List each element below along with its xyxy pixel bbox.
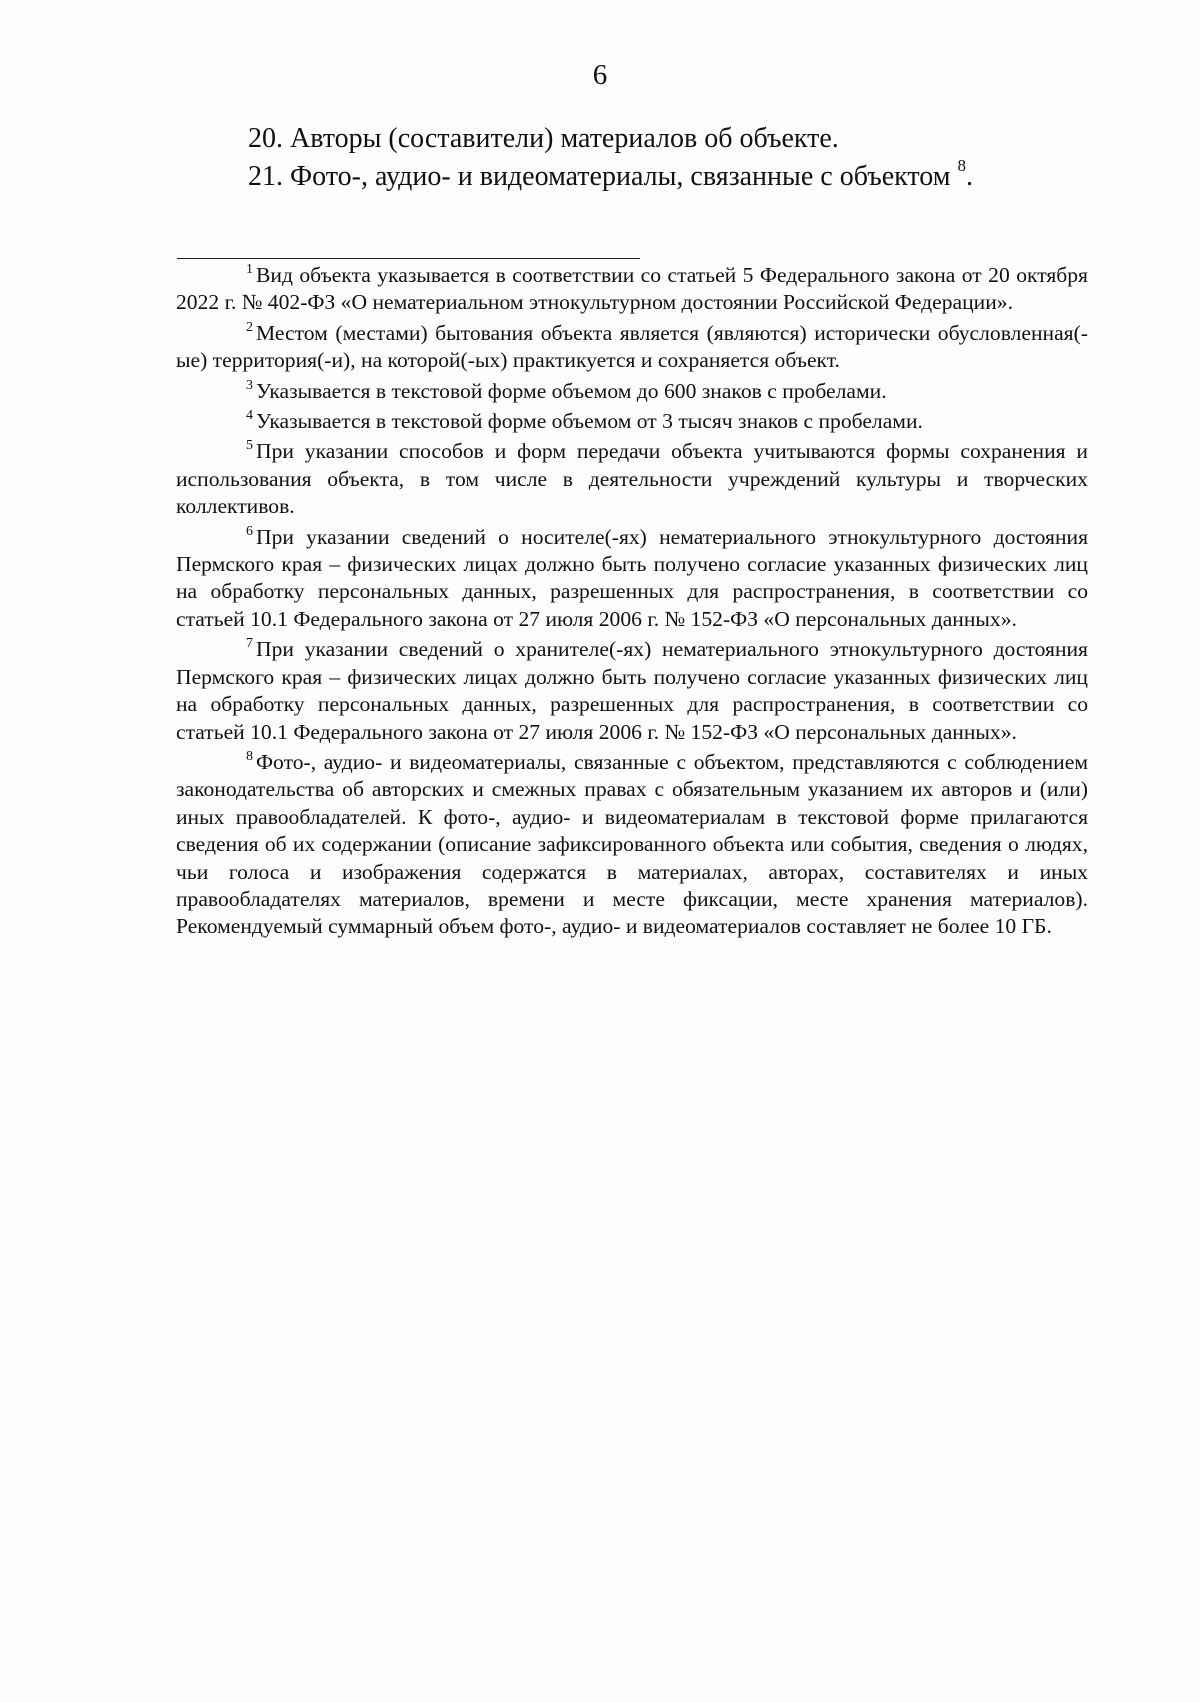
footnote-2 bbox=[176, 320, 1088, 375]
footnote-1 bbox=[176, 262, 1088, 317]
footnote-4 bbox=[176, 408, 1088, 435]
main-item-list bbox=[248, 120, 1088, 196]
main-item-21 bbox=[248, 158, 1088, 196]
footnote-text: Указывается в текстовой форме объемом от 3 тысяч знаков с пробелами. bbox=[256, 409, 923, 434]
footnote-reference: 8 bbox=[957, 156, 966, 175]
footnote-number: 3 bbox=[246, 377, 253, 393]
main-item-text: 20. Авторы (составители) материалов об объекте. bbox=[248, 123, 839, 154]
main-item-text: 21. Фото-, аудио- и видеоматериалы, связанные с объектом bbox=[248, 161, 958, 192]
footnote-number: 8 bbox=[246, 748, 253, 764]
footnote-5 bbox=[176, 438, 1088, 520]
footnote-text: При указании сведений о носителе(-ях) нематериального этнокультурного достояния Пермского края – физических лицах должно быть получено согласие указанных физических лиц на обработку персональных данных, разрешенных для распространения, в соответствии со статьей 10.1 Федерального закона от 27 июля 2006 г. № 152-ФЗ «О персональных данных». bbox=[176, 524, 1088, 631]
footnote-separator bbox=[177, 258, 640, 259]
footnote-number: 4 bbox=[246, 408, 253, 424]
footnote-number: 6 bbox=[246, 523, 253, 539]
footnote-8 bbox=[176, 749, 1088, 941]
footnote-number: 2 bbox=[246, 319, 253, 335]
footnote-text: Указывается в текстовой форме объемом до 600 знаков с пробелами. bbox=[256, 378, 887, 403]
page-number: 6 bbox=[592, 59, 608, 91]
footnote-text: Фото-, аудио- и видеоматериалы, связанные с объектом, представляются с соблюдением законодательства об авторских и смежных правах с обязательным указанием их авторов и (или) иных правообладателей. К фото-, аудио- и видеоматериалам в текстовой форме прилагаются сведения об их содержании (описание зафиксированного объекта или события, сведения о людях, чьи голоса и изображения содержатся в материалах, авторах, составителях и иных правообладателях материалов, времени и месте фиксации, месте хранения материалов). Рекомендуемый суммарный объем фото-, аудио- и видеоматериалов составляет не более 10 ГБ. bbox=[176, 749, 1088, 939]
footnote-number: 5 bbox=[246, 438, 253, 454]
footnote-text: При указании способов и форм передачи объекта учитываются формы сохранения и использования объекта, в том числе в деятельности учреждений культуры и творческих коллективов. bbox=[176, 439, 1088, 519]
footnote-text: При указании сведений о хранителе(-ях) нематериального этнокультурного достояния Пермского края – физических лицах должно быть получено согласие указанных физических лиц на обработку персональных данных, разрешенных для распространения, в соответствии со статьей 10.1 Федерального закона от 27 июля 2006 г. № 152-ФЗ «О персональных данных». bbox=[176, 637, 1088, 744]
footnote-list bbox=[176, 262, 1088, 944]
main-item-20 bbox=[248, 120, 1088, 158]
main-item-tail: . bbox=[965, 161, 973, 192]
footnote-text: Местом (местами) бытования объекта является (являются) исторически обусловленная(-ые) территория(-и), на которой(-ых) практикуется и сохраняется объект. bbox=[176, 320, 1088, 373]
footnote-number: 1 bbox=[246, 262, 253, 277]
footnote-6 bbox=[176, 524, 1088, 634]
footnote-number: 7 bbox=[246, 636, 253, 652]
footnote-3 bbox=[176, 378, 1088, 405]
footnote-text: Вид объекта указывается в соответствии со статьей 5 Федерального закона от 20 октября 2022 г. № 402-ФЗ «О нематериальном этнокультурном достоянии Российской Федерации». bbox=[176, 263, 1088, 315]
footnote-7 bbox=[176, 636, 1088, 746]
